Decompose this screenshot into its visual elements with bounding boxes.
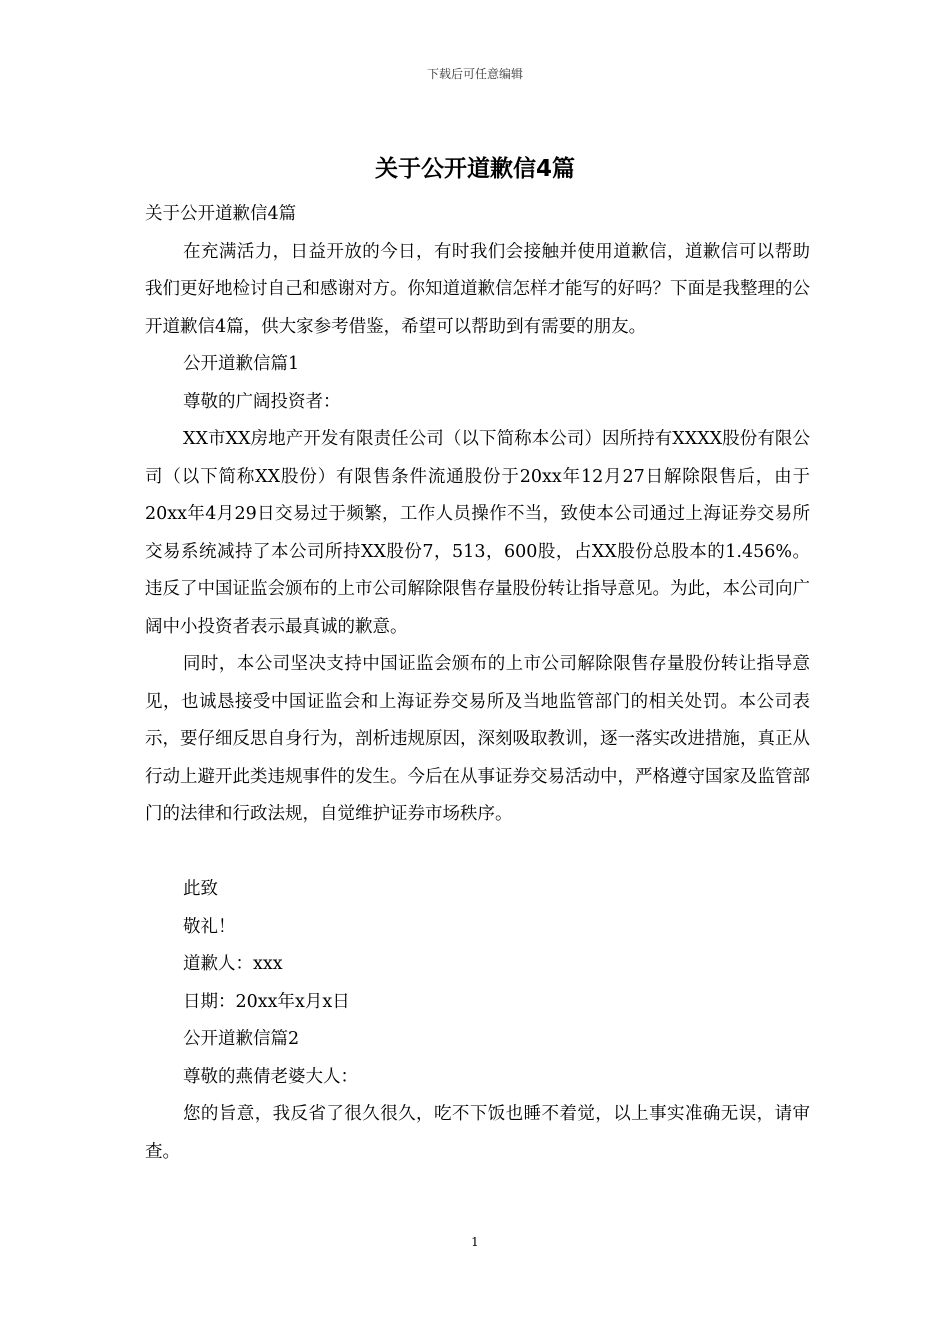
letter1-paragraph-2: 同时，本公司坚决支持中国证监会颁布的上市公司解除限售存量股份转让指导意见，也诚恳接受中国证监会和上海证券交易所及当地监管部门的相关处罚。本公司表示，要仔细反思自身行为，剖析违规原因，深刻吸取教训，逐一落实改进措施，真正从行动上避开此类违规事件的发生。今后在从事证券交易活动中，严格遵守国家及监管部门的法律和行政法规，自觉维护证券市场秩序。 [145, 654, 810, 824]
letter1-date: 日期：20xx年x月x日 [183, 991, 350, 1012]
intro-paragraph: 在充满活力，日益开放的今日，有时我们会接触并使用道歉信，道歉信可以帮助我们更好地检讨自己和感谢对方。你知道道歉信怎样才能写的好吗？下面是我整理的公开道歉信4篇，供大家参考借鉴，希望可以帮助到有需要的朋友。 [145, 241, 810, 337]
document-body [145, 196, 810, 1171]
letter2-salutation: 尊敬的燕倩老婆大人： [183, 1066, 358, 1087]
letter2-paragraph-1: 您的旨意，我反省了很久很久，吃不下饭也睡不着觉，以上事实准确无误，请审查。 [145, 1104, 810, 1162]
document-subtitle: 关于公开道歉信4篇 [145, 204, 297, 224]
paragraph-spacer [145, 834, 810, 872]
letter1-salutation: 尊敬的广阔投资者： [183, 391, 341, 412]
letter1-signer: 道歉人：xxx [183, 954, 283, 974]
letter2-heading: 公开道歉信篇2 [183, 1029, 300, 1049]
page-header: 下载后可任意编辑 [426, 67, 523, 81]
page-number: 1 [471, 1235, 479, 1249]
letter1-closing-2: 敬礼！ [183, 916, 236, 937]
document-title: 关于公开道歉信4篇 [374, 156, 575, 182]
letter1-paragraph-1: XX市XX房地产开发有限责任公司（以下简称本公司）因所持有XXXX股份有限公司（以下简称XX股份）有限售条件流通股份于20xx年12月27日解除限售后，由于20xx年4月29日交易过于频繁，工作人员操作不当，致使本公司通过上海证券交易所交易系统减持了本公司所持XX股份7，513，600股，占XX股份总股本的1.456%。违反了中国证监会颁布的上市公司解除限售存量股份转让指导意见。为此，本公司向广阔中小投资者表示最真诚的歉意。 [145, 429, 810, 637]
letter1-closing-1: 此致 [183, 879, 218, 899]
letter1-heading: 公开道歉信篇1 [183, 354, 300, 374]
